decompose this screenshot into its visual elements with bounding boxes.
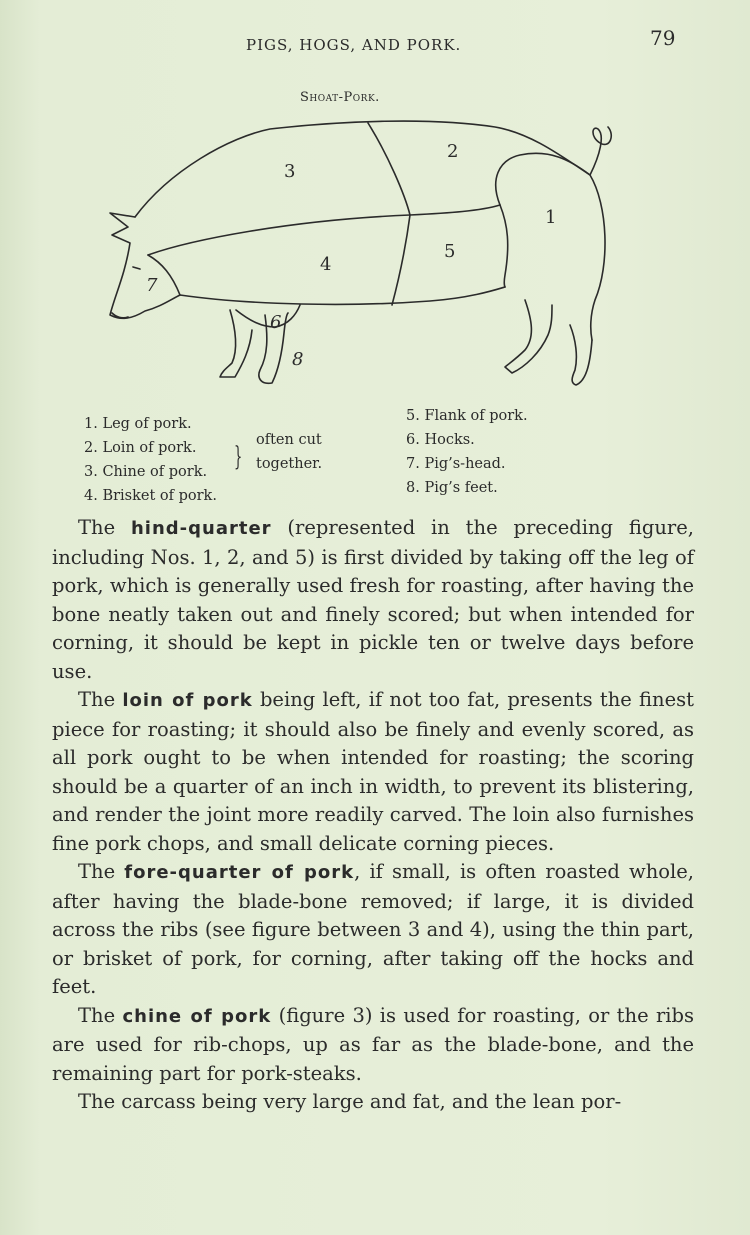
cut-label-8: 8 [292,349,304,370]
legend-item: 7. Pig’s-head. [406,456,506,472]
paragraph-text: (represented in the preceding figure, including Nos. 1, 2, and 5) is first divided by taking off the leg of pork, which is generally used fresh for roasting, after having the bone neatly taken out and finely scored; but when intended for corning, it should be kept in pickle ten or twelve days before use. [52,516,694,683]
legend-item: 8. Pig’s feet. [406,480,498,496]
figure-legend [84,410,664,506]
cut-label-4: 4 [320,254,332,275]
legend-left-column [84,412,217,508]
cut-term: loin of pork [122,690,253,711]
cut-label-3: 3 [284,161,296,182]
cut-label-1: 1 [545,207,557,228]
paragraph-text: The [78,688,123,711]
legend-item: 2. Loin of pork. [84,440,197,456]
cut-label-6: 6 [270,312,282,333]
pig-outline-rump [590,175,605,340]
cut-label-2: 2 [447,141,459,162]
body-text [52,514,694,1118]
cut-label-7: 7 [146,275,158,296]
legend-brace: } [234,442,243,472]
figure-title: Shoat-Pork. [300,90,380,105]
legend-item: 3. Chine of pork. [84,464,208,480]
paragraph-text: being left, if not too fat, presents the finest piece for roasting; it should also be finely and evenly scored, as all pork ought to be when intended for roasting; the scoring should be a quarter of an inch in width, to prevent its blistering, and render the joint more readily carved. The loin also furnishes fine pork chops, and small delicate corning pieces. [52,688,694,855]
cut-term: hind-quarter [130,518,272,539]
legend-item: 1. Leg of pork. [84,416,192,432]
brace-note-line: together. [256,456,323,472]
cut-label-5: 5 [444,241,456,262]
legend-item: 4. Brisket of pork. [84,488,217,504]
pig-eye [133,267,140,269]
cut-line-leg [496,153,590,205]
pig-head [110,213,180,318]
running-head: PIGS, HOGS, AND PORK. [246,36,462,54]
pig-belly [180,287,505,304]
paragraph-hind-quarter [52,514,694,686]
pig-hind-leg-1 [505,300,552,373]
pig-cuts-diagram [100,115,630,395]
pig-tail [590,127,611,175]
paragraph-text: , if small, is often roasted whole, after having the blade-bone removed; if large, it is divided across the ribs (see figure between 3 and 4), using the thin part, or brisket of pork, for corning, after taking off the hocks and feet. [52,860,694,998]
legend-right-column [406,404,528,500]
paragraph-text: (figure 3) is used for roasting, or the ribs are used for rib-chops, up as far as the blade-bone, and the remaining part for pork-steaks. [52,1003,694,1085]
legend-brace-note [256,428,322,476]
cut-term: chine of pork [122,1005,272,1027]
legend-item: 6. Hocks. [406,432,475,448]
paragraph-chine [52,1002,694,1089]
pig-front-leg-1 [220,310,252,377]
paragraph-carcass [52,1088,694,1118]
cut-line-loin [368,123,410,215]
pig-outline-back [135,121,590,217]
pig-hind-leg-2 [570,325,592,385]
cut-line-leg-lower [500,205,508,287]
paragraph-loin [52,686,694,858]
brace-note-line: often cut [256,432,322,448]
cut-term: fore-quarter of pork [124,862,355,883]
paragraph-text: The [78,516,131,539]
cut-line-flank [392,215,410,305]
page-number: 79 [650,26,676,50]
paragraph-text: The carcass being very large and fat, and the lean por- [78,1090,622,1113]
legend-item: 5. Flank of pork. [406,408,528,424]
paragraph-text: The [78,1003,123,1027]
paragraph-fore-quarter [52,858,694,1002]
paragraph-text: The [78,860,125,883]
cut-line-hock [236,305,300,327]
